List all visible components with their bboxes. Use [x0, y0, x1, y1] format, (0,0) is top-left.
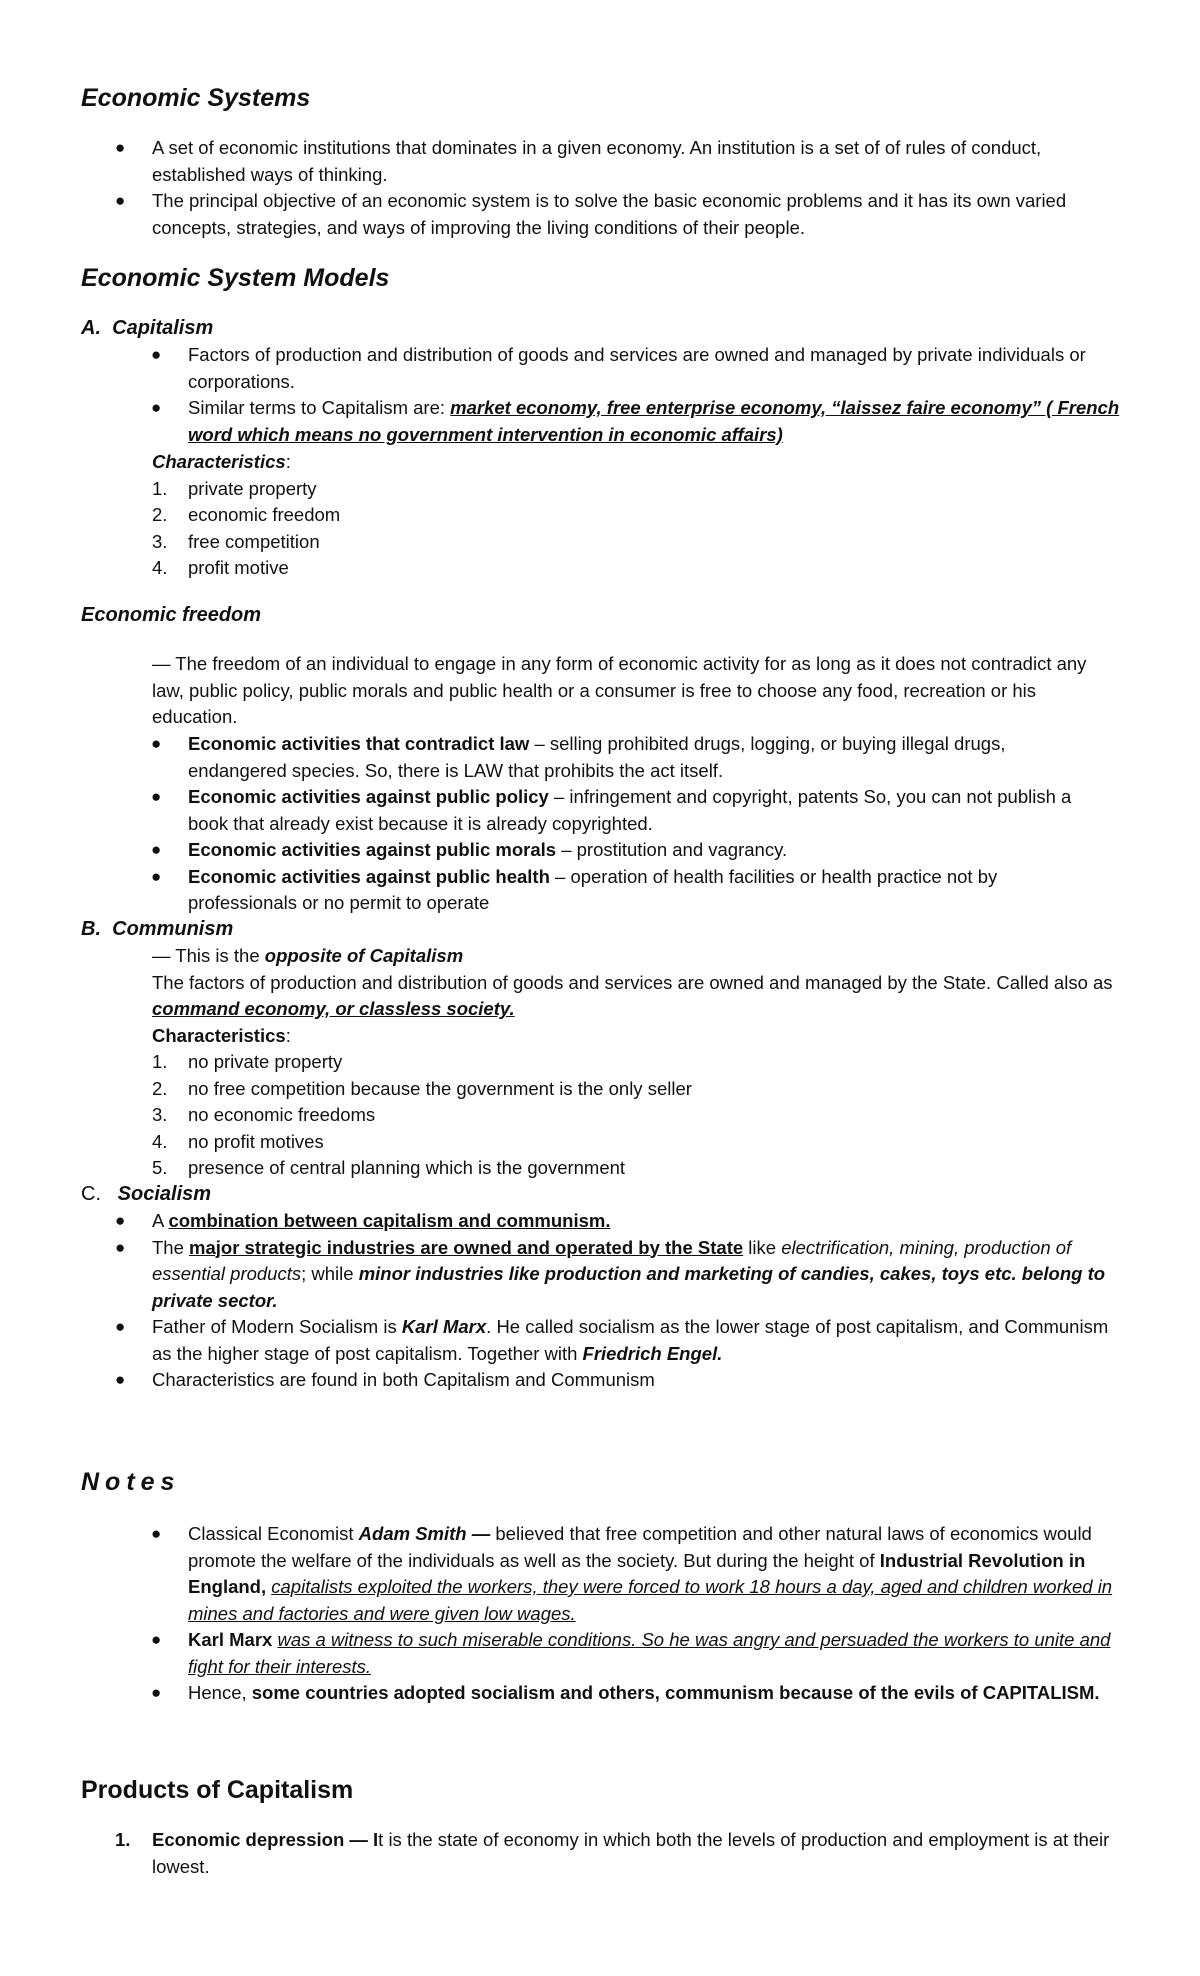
- list-item: ● A combination between capitalism and communism.: [152, 1208, 1122, 1235]
- bullet-icon: ●: [151, 1683, 162, 1702]
- capitalism-characteristics: [152, 449, 1112, 582]
- communism-paragraph: The factors of production and distribution of goods and services are owned and managed by the State. Called also as command economy, or classless society.: [152, 971, 1113, 1019]
- communism-body: [152, 943, 1127, 1182]
- section-a-capitalism-heading: A. Capitalism: [81, 317, 214, 339]
- section-b-communism-heading: B. Communism: [81, 918, 234, 940]
- list-item: ● Similar terms to Capitalism are: market economy, free enterprise economy, “laissez faire economy” ( French word which means no government intervention in economic affairs): [151, 397, 1120, 445]
- bullet-icon: ●: [151, 787, 162, 806]
- section-c-socialism-heading: C. Socialism: [81, 1183, 212, 1205]
- bullet-icon: ●: [151, 398, 162, 417]
- bullet-icon: ●: [115, 191, 126, 210]
- economic-freedom-list: [151, 731, 1108, 917]
- capitalism-bullet-list: [151, 342, 1120, 448]
- bullet-icon: ●: [115, 1211, 126, 1230]
- list-item: ● The major strategic industries are owned and operated by the State like electrification, mining, production of essential products; while minor industries like production and marketing of candies, cakes, toys etc. belong to private sector.: [115, 1236, 1106, 1311]
- list-item: 1. private property: [152, 477, 317, 499]
- bullet-icon: ●: [115, 138, 126, 157]
- list-item: ● Karl Marx was a witness to such miserable conditions. So he was angry and persuaded the workers to unite and fight for their interests.: [151, 1629, 1111, 1677]
- list-item: ● Economic activities against public policy – infringement and copyright, patents So, you can not publish a book that already exist because it is already copyrighted.: [151, 786, 1072, 834]
- socialism-bullet-list: [115, 1208, 1122, 1394]
- economic-freedom-intro: — The freedom of an individual to engage in any form of economic activity for as long as it does not contradict any law, public policy, public morals and public health or a consumer is free to choose any food, recreation or his education.: [152, 653, 1087, 727]
- list-item: 3. free competition: [152, 530, 320, 552]
- list-item: ● Characteristics are found in both Capitalism and Communism: [152, 1367, 1122, 1394]
- bullet-icon: ●: [151, 1630, 162, 1649]
- list-item: ● Economic activities that contradict law – selling prohibited drugs, logging, or buying illegal drugs, endangered species. So, there is LAW that prohibits the act itself.: [151, 733, 1006, 781]
- bullet-icon: ●: [151, 1524, 162, 1543]
- list-item: 3. no economic freedoms: [152, 1104, 376, 1125]
- economic-freedom-heading: Economic freedom: [81, 604, 262, 626]
- list-item: 2. economic freedom: [152, 504, 341, 525]
- list-item: 2. no free competition because the government is the only seller: [152, 1077, 692, 1099]
- notes-bullet-list: [151, 1521, 1113, 1707]
- bullet-icon: ●: [151, 866, 162, 886]
- list-item: ● The principal objective of an economic system is to solve the basic economic problems and it has its own varied concepts, strategies, and ways of improving the living conditions of their people.: [115, 190, 1067, 238]
- list-item: ● Factors of production and distribution of goods and services are owned and managed by private individuals or corporations.: [151, 344, 1086, 392]
- heading-economic-systems: Economic Systems: [81, 84, 311, 112]
- bullet-icon: ●: [151, 734, 162, 753]
- list-item: ● Economic activities against public morals – prostitution and vagrancy.: [188, 837, 1108, 864]
- list-item: ● Economic activities against public health – operation of health facilities or health practice not by professionals or no permit to operate: [151, 865, 998, 913]
- list-item: ● Hence, some countries adopted socialism and others, communism because of the evils of CAPITALISM.: [188, 1680, 1113, 1707]
- bullet-icon: ●: [115, 1317, 126, 1336]
- bullet-icon: ●: [151, 840, 162, 859]
- list-item: ● A set of economic institutions that dominates in a given economy. An institution is a set of of rules of conduct, established ways of thinking.: [115, 137, 1042, 185]
- heading-economic-system-models: Economic System Models: [81, 264, 390, 292]
- bullet-icon: ●: [115, 1370, 126, 1389]
- list-item: 5. presence of central planning which is the government: [152, 1157, 626, 1178]
- list-item: 4. profit motive: [152, 557, 289, 578]
- products-list: [115, 1827, 1112, 1880]
- characteristics-label: Characteristics:: [152, 451, 291, 472]
- communism-opposite-line: — This is the opposite of Capitalism: [152, 945, 464, 966]
- notes-heading: Notes: [81, 1468, 181, 1496]
- similar-terms: market economy, free enterprise economy, “laissez faire economy” ( French word which means no government intervention in economic affairs): [188, 397, 1120, 445]
- characteristics-label: Characteristics:: [152, 1024, 291, 1046]
- list-item: 1. no private property: [152, 1051, 343, 1072]
- list-item: ● Classical Economist Adam Smith — believed that free competition and other natural laws of economics would promote the welfare of the individuals as well as the society. But during the height of Industrial Revolution in England, capitalists exploited the workers, they were forced to work 18 hours a day, aged and children worked in mines and factories and were given low wages.: [151, 1523, 1113, 1624]
- systems-bullet-list: [115, 135, 1122, 241]
- bullet-icon: ●: [151, 345, 162, 364]
- list-item: 4. no profit motives: [152, 1130, 324, 1152]
- bullet-icon: ●: [115, 1237, 126, 1257]
- list-item: ● Father of Modern Socialism is Karl Marx. He called socialism as the lower stage of post capitalism, and Communism as the higher stage of post capitalism. Together with Friedrich Engel.: [115, 1316, 1109, 1364]
- list-item: 1. Economic depression — It is the state of economy in which both the levels of production and employment is at their lowest.: [115, 1829, 1110, 1877]
- products-of-capitalism-heading: Products of Capitalism: [81, 1776, 354, 1804]
